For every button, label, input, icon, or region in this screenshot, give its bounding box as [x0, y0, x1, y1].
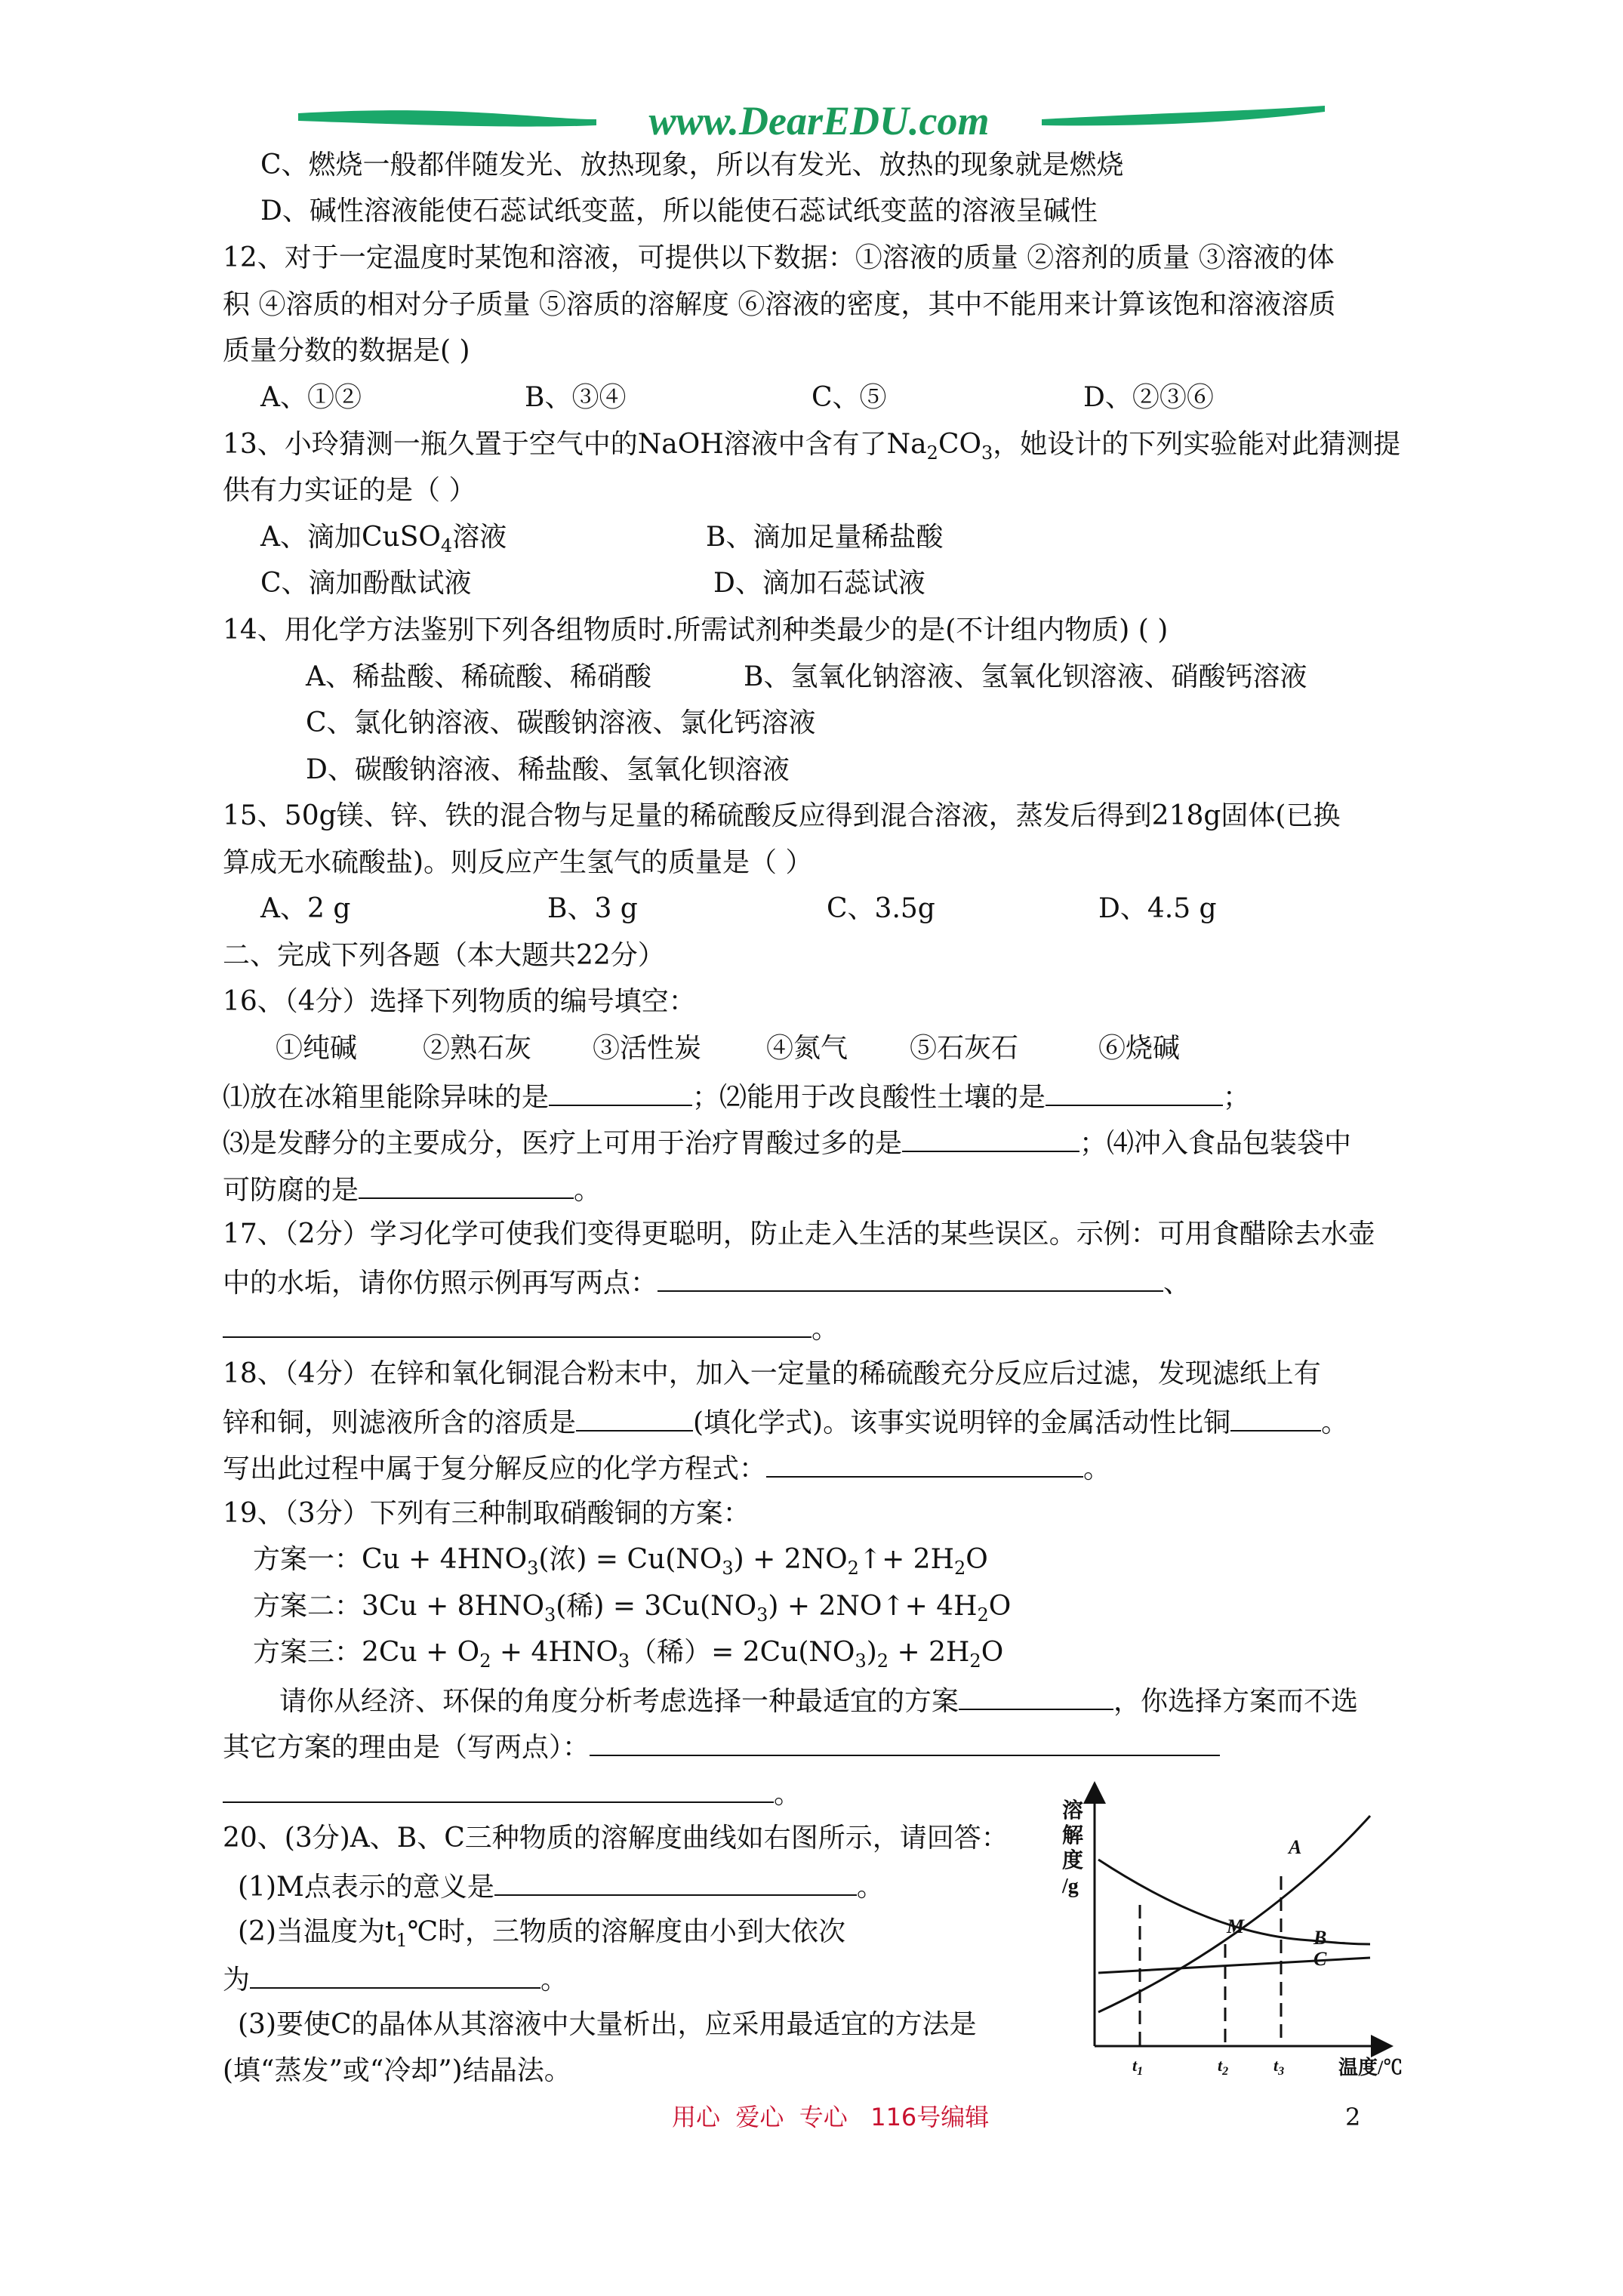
x-label: 温度/℃ — [1338, 2057, 1403, 2079]
q14-stem: 14、用化学方法鉴别下列各组物质时.所需试剂种类最少的是(不计组内物质) ( ) — [223, 615, 1169, 646]
answer-blank[interactable] — [590, 1727, 1220, 1756]
curve-label-a: A — [1289, 1836, 1302, 1858]
q15-line2: 算成无水硫酸盐)。则反应产生氢气的质量是（ ） — [223, 847, 813, 878]
q13-option-b: B、滴加足量稀盐酸 — [706, 522, 944, 553]
solubility-curve-figure — [1053, 1771, 1491, 2095]
answer-blank[interactable] — [766, 1449, 1083, 1478]
answer-blank[interactable] — [223, 1309, 812, 1338]
q16-item-1: ①纯碱 — [276, 1033, 358, 1064]
q15-option-c: C、3.5g — [827, 893, 935, 924]
q18-line2: 锌和铜，则滤液所含的溶质是 (填化学式)。该事实说明锌的金属活动性比铜 。 — [223, 1403, 1348, 1441]
page-number: 2 — [1345, 2103, 1361, 2131]
q12-line1: 12、对于一定温度时某饱和溶液，可提供以下数据：①溶液的质量 ②溶剂的质量 ③溶液的体 — [223, 242, 1335, 273]
y-label-1: 溶 — [1062, 1799, 1084, 1823]
q18-line3: 写出此过程中属于复分解反应的化学方程式： 。 — [223, 1449, 1110, 1487]
tick-t3: $t_3$ — [1273, 2056, 1285, 2078]
q16-item-2: ②熟石灰 — [423, 1033, 532, 1064]
answer-blank[interactable] — [1230, 1403, 1321, 1432]
q16-sub-3-4: ⑶是发酵分的主要成分，医疗上可用于治疗胃酸过多的是 ；⑷冲入食品包装袋中 — [223, 1123, 1351, 1162]
answer-blank[interactable] — [902, 1123, 1079, 1152]
q16-item-6: ⑥烧碱 — [1098, 1033, 1181, 1064]
point-m-label: M — [1227, 1915, 1245, 1937]
q16-item-4: ④氮气 — [766, 1033, 848, 1064]
q19-plan-2: 方案二：$3Cu + 8HNO_3$(稀) = $3Cu(NO_3)$ + 2NO↑+ $4H_2O$ — [253, 1591, 1012, 1626]
q13-option-a: A、滴加CuSO$_4$溶液 — [260, 522, 507, 557]
tick-t2: $t_2$ — [1218, 2056, 1229, 2078]
q13-line2: 供有力实证的是（ ） — [223, 475, 476, 506]
q20-sub-3: (3)要使C的晶体从其溶液中大量析出，应采用最适宜的方法是 — [238, 2009, 977, 2040]
footer-credit: 用心 爱心 专心 116号编辑 — [672, 2103, 990, 2131]
section-two-heading: 二、完成下列各题（本大题共22分） — [223, 940, 665, 971]
q12-option-d: D、②③⑥ — [1083, 382, 1214, 413]
answer-blank[interactable] — [959, 1681, 1113, 1710]
site-logo: www.DearEDU.com — [648, 98, 990, 143]
q20-sub-2-cont: 为 。 — [223, 1960, 568, 1999]
answer-blank[interactable] — [1046, 1077, 1223, 1106]
answer-blank[interactable] — [250, 1960, 540, 1989]
q20-sub-2: (2)当温度为$t_1℃$时，三物质的溶解度由小到大依次 — [238, 1916, 846, 1952]
q12-line3: 质量分数的数据是( ) — [223, 335, 470, 366]
option-11c: C、燃烧一般都伴随发光、放热现象，所以有发光、放热的现象就是燃烧 — [260, 149, 1124, 180]
q15-option-d: D、4.5 g — [1098, 893, 1217, 924]
q17-line3: 。 — [223, 1309, 839, 1348]
q19-line5: 请你从经济、环保的角度分析考虑选择一种最适宜的方案 ，你选择方案而不选 — [279, 1681, 1358, 1720]
q16-item-5: ⑤石灰石 — [910, 1033, 1019, 1064]
q16-stem: 16、（4分）选择下列物质的编号填空： — [223, 986, 696, 1017]
answer-blank[interactable] — [549, 1077, 692, 1106]
q16-sub-1-2: ⑴放在冰箱里能除异味的是 ；⑵能用于改良酸性土壤的是 ； — [223, 1077, 1250, 1116]
q17-line1: 17、（2分）学习化学可使我们变得更聪明，防止走入生活的某些误区。示例：可用食醋除去水壶 — [223, 1219, 1375, 1250]
q14-option-a: A、稀盐酸、稀硫酸、稀硝酸 — [306, 661, 651, 692]
q15-option-b: B、3 g — [547, 893, 638, 924]
header-wave-decoration — [0, 0, 1623, 151]
y-label-2: 解 — [1062, 1824, 1084, 1848]
answer-blank[interactable] — [359, 1170, 574, 1199]
q12-option-c: C、⑤ — [812, 382, 887, 413]
q15-option-a: A、2 g — [260, 893, 351, 924]
answer-blank[interactable] — [494, 1867, 857, 1896]
q14-option-b: B、氢氧化钠溶液、氢氧化钡溶液、硝酸钙溶液 — [744, 661, 1307, 692]
q14-option-c: C、氯化钠溶液、碳酸钠溶液、氯化钙溶液 — [306, 707, 816, 738]
q13-option-d: D、滴加石蕊试液 — [713, 568, 925, 599]
answer-blank[interactable] — [658, 1263, 1163, 1292]
q19-line6: 其它方案的理由是（写两点）： — [223, 1727, 1220, 1766]
q19-plan-3: 方案三：$2Cu + O_2 + 4HNO_3$（稀）= $2Cu(NO_3)_2 + 2H_2O$ — [253, 1637, 1004, 1672]
q17-line2: 中的水垢，请你仿照示例再写两点： 、 — [223, 1263, 1190, 1302]
answer-blank[interactable] — [223, 1774, 774, 1803]
y-label-3: 度 — [1062, 1849, 1084, 1872]
q19-plan-1: 方案一：$Cu + 4HNO_3$(浓) = $Cu(NO_3)$ + $2NO_2↑+ 2H_2O$ — [253, 1544, 988, 1579]
q19-stem: 19、（3分）下列有三种制取硝酸铜的方案： — [223, 1498, 750, 1529]
q16-item-3: ③活性炭 — [593, 1033, 702, 1064]
answer-blank[interactable] — [576, 1403, 693, 1432]
q12-option-b: B、③④ — [525, 382, 627, 413]
q13-line1: 13、小玲猜测一瓶久置于空气中的NaOH溶液中含有了$Na_2CO_3$，她设计的下列实验能对此猜测提 — [223, 429, 1401, 464]
header-banner — [0, 0, 1623, 151]
q20-stem: 20、(3分)A、B、C三种物质的溶解度曲线如右图所示，请回答： — [223, 1823, 1009, 1854]
q13-option-c: C、滴加酚酞试液 — [260, 568, 472, 599]
q12-line2: 积 ④溶质的相对分子质量 ⑤溶质的溶解度 ⑥溶液的密度，其中不能用来计算该饱和溶液溶质 — [223, 289, 1336, 320]
q12-option-a: A、①② — [260, 382, 362, 413]
q20-sub-3-cont: (填“蒸发”或“冷却”)结晶法。 — [223, 2055, 571, 2086]
curve-label-b: B — [1313, 1927, 1327, 1949]
q14-option-d: D、碳酸钠溶液、稀盐酸、氢氧化钡溶液 — [306, 754, 790, 785]
tick-t1: $t_1$ — [1132, 2056, 1144, 2078]
y-label-4: /g — [1062, 1875, 1079, 1898]
q19-line7: 。 — [223, 1774, 801, 1813]
q15-line1: 15、50g镁、锌、铁的混合物与足量的稀硫酸反应得到混合溶液，蒸发后得到218g固体(已换 — [223, 800, 1341, 831]
curve-label-c: C — [1313, 1948, 1327, 1970]
option-11d: D、碱性溶液能使石蕊试纸变蓝，所以能使石蕊试纸变蓝的溶液呈碱性 — [260, 196, 1098, 227]
q18-line1: 18、（4分）在锌和氧化铜混合粉末中，加入一定量的稀硫酸充分反应后过滤，发现滤纸上有 — [223, 1358, 1321, 1389]
q20-sub-1: (1)M点表示的意义是 。 — [238, 1867, 884, 1906]
q16-sub-4-cont: 可防腐的是 。 — [223, 1170, 601, 1209]
